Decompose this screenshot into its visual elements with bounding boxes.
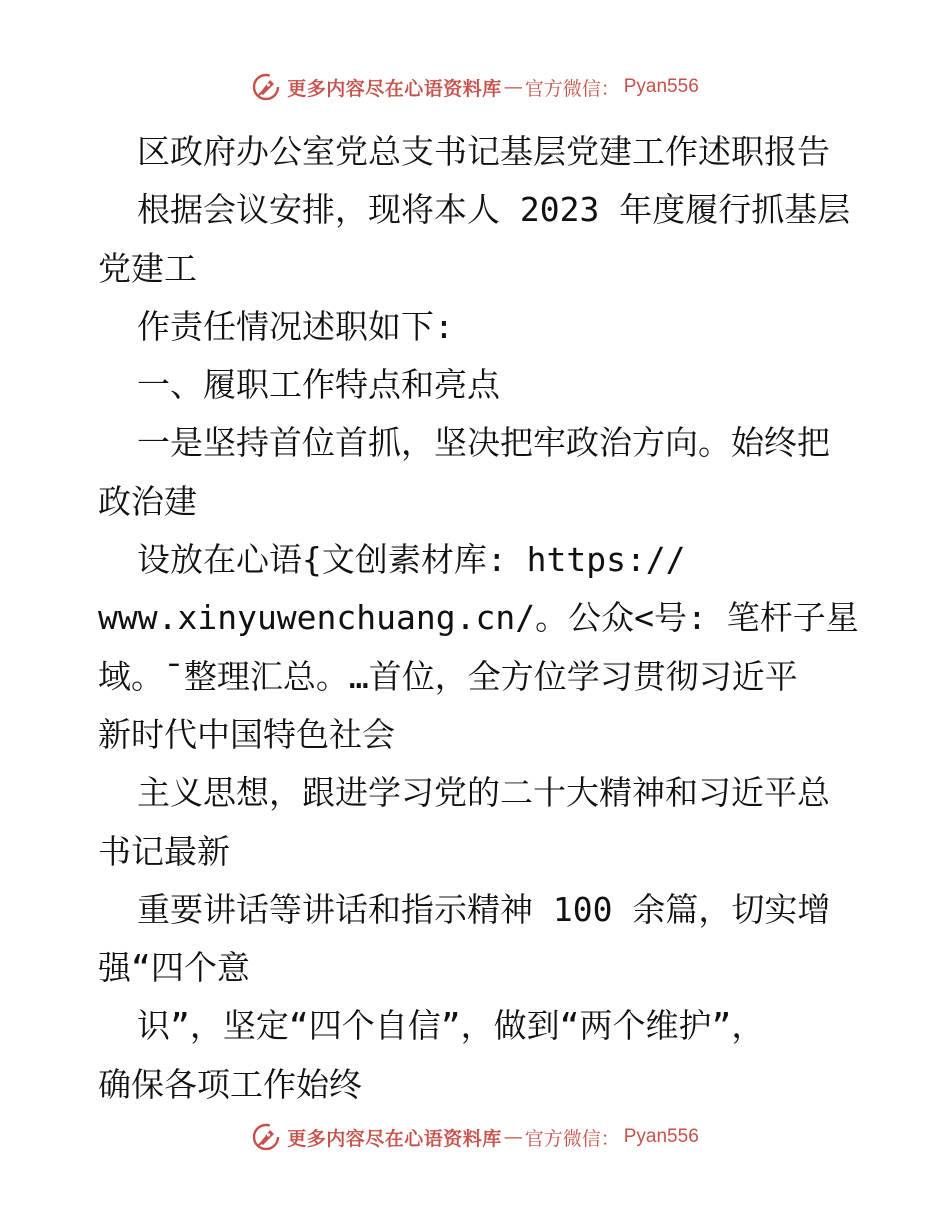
paragraph-line: 根据会议安排，现将本人 2023 年度履行抓基层	[137, 190, 851, 230]
pen-nib-logo-icon	[251, 72, 281, 102]
paragraph-line: 重要讲话等讲话和指示精神 100 余篇，切实增	[137, 889, 831, 929]
watermark-footer	[0, 1122, 950, 1152]
paragraph-line: www.xinyuwenchuang.cn/。公众<号: 笔杆子星	[98, 598, 859, 638]
paragraph-line: 新时代中国特色社会	[98, 714, 395, 754]
watermark-site-text: 更多内容尽在心语资料库	[287, 77, 502, 100]
paragraph-line: 书记最新	[98, 831, 230, 871]
watermark-dash: —	[503, 1126, 523, 1148]
paragraph-line: 识”，坚定“四个自信”，做到“两个维护”，	[137, 1006, 765, 1046]
paragraph-line: 域。¯整理汇总。…首位，全方位学习贯彻习近平	[98, 656, 798, 696]
paragraph-line: 主义思想，跟进学习党的二十大精神和习近平总	[137, 773, 830, 813]
document-body	[98, 123, 858, 1114]
paragraph-line: 作责任情况述职如下:	[137, 306, 454, 346]
watermark-wechat-id: Pyan556	[623, 1126, 699, 1147]
paragraph-line: 设放在心语{文创素材库: https://	[137, 540, 686, 580]
section-heading: 一、履职工作特点和亮点	[137, 365, 500, 405]
watermark-wechat-id: Pyan556	[623, 76, 699, 97]
watermark-wechat-label: 官方微信：	[524, 1127, 620, 1150]
paragraph-line: 强“四个意	[98, 948, 250, 988]
paragraph-line: 确保各项工作始终	[98, 1064, 362, 1104]
document-title: 区政府办公室党总支书记基层党建工作述职报告	[137, 132, 830, 171]
paragraph-line: 一是坚持首位首抓，坚决把牢政治方向。始终把	[137, 423, 830, 463]
watermark-wechat-label: 官方微信：	[524, 77, 620, 100]
pen-nib-logo-icon	[251, 1122, 281, 1152]
paragraph-line: 政治建	[98, 481, 197, 521]
watermark-header	[0, 72, 950, 102]
watermark-site-text: 更多内容尽在心语资料库	[287, 1127, 502, 1150]
watermark-dash: —	[503, 76, 523, 98]
paragraph-line: 党建工	[98, 248, 197, 288]
